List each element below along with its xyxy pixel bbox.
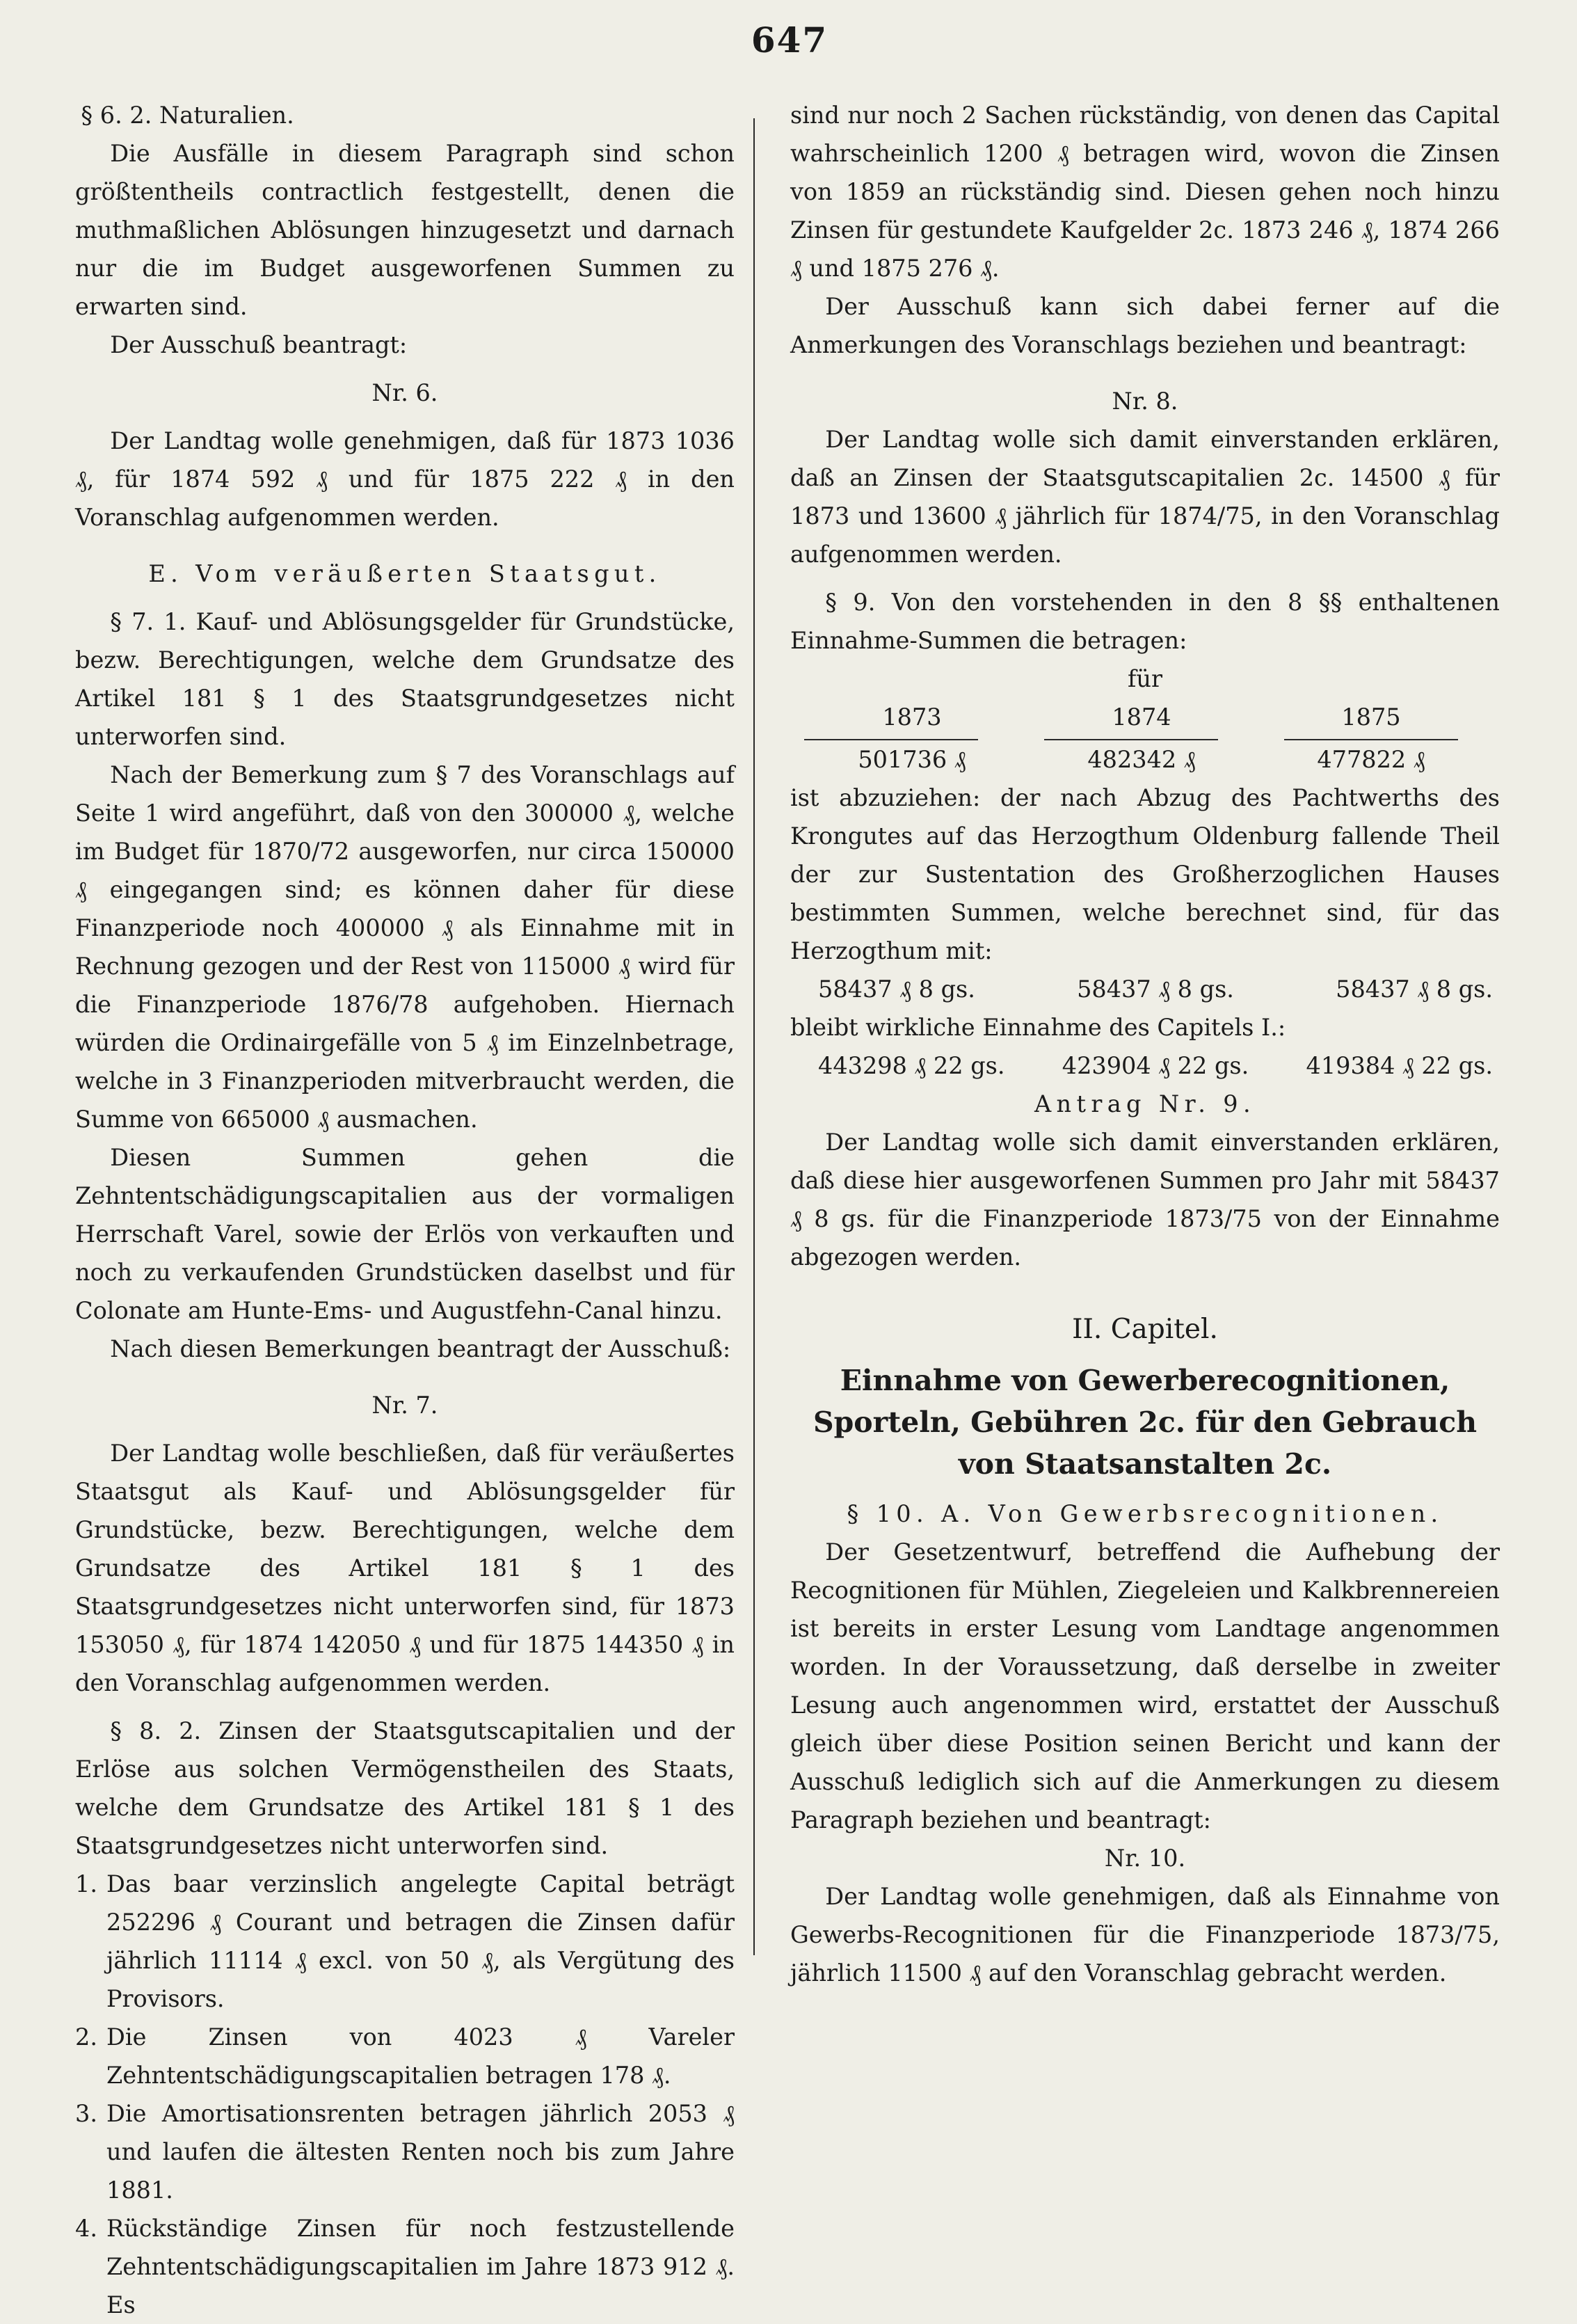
deduction-text: ist abzuziehen: der nach Abzug des Pachtwerths des Krongutes auf das Herzogthum Oldenburg fallende Theil der zur Sustentation des Großherzoglichen Hauses bestimmten Summen, welche berechnet sind, für das Herzogthum mit: [790,784,1500,964]
section-6-motion: Der Ausschuß beantragt: [110,331,408,358]
list-item: 4. Rückständige Zinsen für noch festzustellende Zehntentschädigungscapitalien im Jahre 1873 912 ₰. Es [75,2215,735,2318]
fuer-label: für [1128,665,1162,692]
deduct-1874: 58437 ₰ 8 gs. [1077,976,1234,1003]
year-1875: 1875 [1341,703,1401,731]
motion-nr6-text: Der Landtag wolle genehmigen, daß für 1873 1036 ₰, für 1874 592 ₰ und für 1875 222 ₰ in den Voranschlag aufgenommen werden. [75,427,735,531]
section-7-text-2: Diesen Summen gehen die Zehntentschädigungscapitalien aus der vormaligen Herrschaft Varel, sowie der Erlös von verkauften und noch zu verkaufenden Grundstücken daselbst und für Colonate am Hunte-Ems- und Augustfehn-Canal hinzu. [75,1144,735,1324]
motion-nr6-label: Nr. 6. [371,379,438,406]
motion-nr10-text: Der Landtag wolle genehmigen, daß als Einnahme von Gewerbs-Recognitionen für die Finanzperiode 1873/75, jährlich 11500 ₰ auf den Voranschlag gebracht werden. [790,1883,1500,1987]
continued-text-2: Der Ausschuß kann sich dabei ferner auf die Anmerkungen des Voranschlags beziehen und beantragt: [790,293,1500,358]
section-8-heading: § 8. 2. Zinsen der Staatsgutscapitalien und der Erlöse aus solchen Vermögenstheilen des Staats, welche dem Grundsatze des Artikel 181 § 1 des Staatsgrundgesetzes nicht unterworfen sind. [75,1717,735,1859]
section-10-text: Der Gesetzentwurf, betreffend die Aufhebung der Recognitionen für Mühlen, Ziegeleien und Kalkbrennereien ist bereits in erster Lesung vom Landtage angenommen worden. In der Voraussetzung, daß derselbe in zweiter Lesung auch angenommen wird, erstattet der Ausschuß gleich über diese Position seinen Bericht und kann der Ausschuß lediglich sich auf die Anmerkungen zu diesem Paragraph beziehen und beantragt: [790,1538,1500,1833]
motion-nr8-label: Nr. 8. [1112,388,1178,415]
deduct-1875: 58437 ₰ 8 gs. [1336,976,1493,1003]
left-column [75,96,735,2324]
motion-nr8-text: Der Landtag wolle sich damit einverstanden erklären, daß an Zinsen der Staatsgutscapitalien 2c. 14500 ₰ für 1873 und 13600 ₰ jährlich für 1874/75, in den Voranschlag aufgenommen werden. [790,426,1500,568]
deduction-row [790,970,1500,1008]
section-9-text: § 9. Von den vorstehenden in den 8 §§ enthaltenen Einnahme-Summen die betragen: [790,589,1500,654]
section-10-heading: § 10. A. Von Gewerbsrecognitionen. [847,1500,1443,1527]
total-1875: 477822 ₰ [1317,746,1425,773]
deduct-1873: 58437 ₰ 8 gs. [818,976,975,1003]
total-1873: 501736 ₰ [858,746,966,773]
motion-nr10-label: Nr. 10. [1104,1845,1186,1872]
section-7-heading: § 7. 1. Kauf- und Ablösungsgelder für Grundstücke, bezw. Berechtigungen, welche dem Grundsatze des Artikel 181 § 1 des Staatsgrundgesetzes nicht unterworfen sind. [75,608,735,750]
list-item: 1. Das baar verzinslich angelegte Capital beträgt 252296 ₰ Courant und betragen die Zinsen dafür jährlich 11114 ₰ excl. von 50 ₰, als Vergütung des Provisors. [75,1870,735,2012]
net-row [790,1046,1500,1085]
section-7-text-1: Nach der Bemerkung zum § 7 des Voranschlags auf Seite 1 wird angeführt, daß von den 300000 ₰, welche im Budget für 1870/72 ausgeworfen, nur circa 150000 ₰ eingegangen sind; es können daher für diese Finanzperiode noch 400000 ₰ als Einnahme mit in Rechnung gezogen und der Rest von 115000 ₰ wird für die Finanzperiode 1876/78 aufgehoben. Hiernach würden die Ordinairgefälle von 5 ₰ im Einzelnbetrage, welche in 3 Finanzperioden mitverbraucht werden, die Summe von 665000 ₰ ausmachen. [75,761,735,1133]
chapter-heading: II. Capitel. [1072,1314,1218,1345]
year-1874: 1874 [1112,703,1171,731]
section-7-motion: Nach diesen Bemerkungen beantragt der Ausschuß: [110,1335,731,1362]
motion-nr9-text: Der Landtag wolle sich damit einverstanden erklären, daß diese hier ausgeworfenen Summen pro Jahr mit 58437 ₰ 8 gs. für die Finanzperiode 1873/75 von der Einnahme abgezogen werden. [790,1129,1500,1271]
net-1873: 443298 ₰ 22 gs. [818,1052,1005,1079]
net-1874: 423904 ₰ 22 gs. [1062,1052,1249,1079]
section-e-heading: E. Vom veräußerten Staatsgut. [148,560,662,587]
continued-text: sind nur noch 2 Sachen rückständig, von denen das Capital wahrscheinlich 1200 ₰ betragen wird, wovon die Zinsen von 1859 an rückständig sind. Diesen gehen noch hinzu Zinsen für gestundete Kaufgelder 2c. 1873 246 ₰, 1874 266 ₰ und 1875 276 ₰. [790,102,1500,282]
chapter-title: Einnahme von Gewerberecognitionen, Sporteln, Gebühren 2c. für den Gebrauch von Staatsanstalten 2c. [812,1364,1478,1481]
section-6-heading: § 6. 2. Naturalien. [81,102,294,129]
years-row [790,698,1500,736]
page-number: 647 [751,19,828,61]
right-column [790,96,1500,1992]
column-divider [753,118,755,1955]
net-label: bleibt wirkliche Einnahme des Capitels I.: [790,1014,1286,1041]
net-1875: 419384 ₰ 22 gs. [1306,1052,1493,1079]
motion-nr7-text: Der Landtag wolle beschließen, daß für veräußertes Staatsgut als Kauf- und Ablösungsgelder für Grundstücke, bezw. Berechtigungen, welche dem Grundsatze des Artikel 181 § 1 des Staatsgrundgesetzes nicht unterworfen sind, für 1873 153050 ₰, für 1874 142050 ₰ und für 1875 144350 ₰ in den Voranschlag aufgenommen werden. [75,1440,735,1696]
motion-nr9-label: Antrag Nr. 9. [1034,1090,1256,1117]
totals-row [790,740,1500,779]
total-1874: 482342 ₰ [1087,746,1196,773]
motion-nr7-label: Nr. 7. [371,1392,438,1419]
year-1873: 1873 [882,703,942,731]
list-item: 3. Die Amortisationsrenten betragen jährlich 2053 ₰ und laufen die ältesten Renten noch bis zum Jahre 1881. [75,2100,735,2204]
section-6-text: Die Ausfälle in diesem Paragraph sind schon größtentheils contractlich festgestellt, denen die muthmaßlichen Ablösungen hinzugesetzt und darnach nur die im Budget ausgeworfenen Summen zu erwarten sind. [75,140,735,320]
list-item: 2. Die Zinsen von 4023 ₰ Vareler Zehntentschädigungscapitalien betragen 178 ₰. [75,2023,735,2089]
